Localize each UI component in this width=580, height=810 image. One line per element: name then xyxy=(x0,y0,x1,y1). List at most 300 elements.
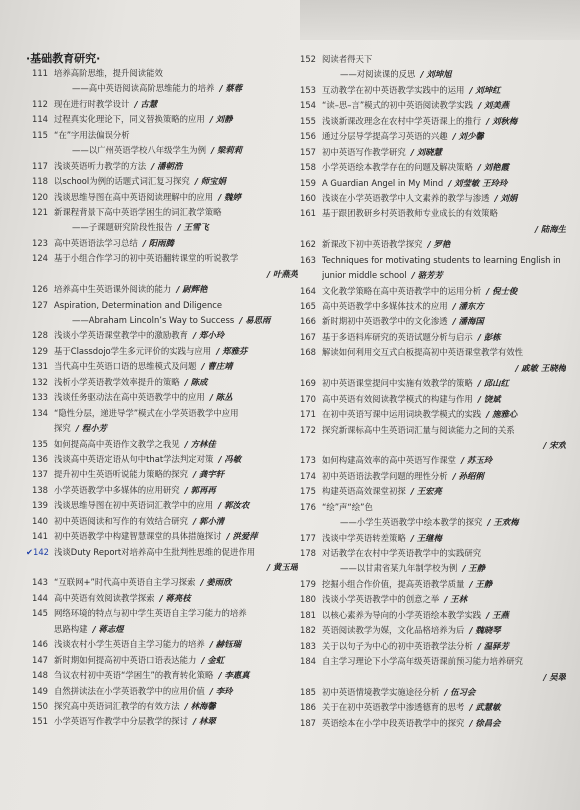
toc-entry xyxy=(26,421,298,436)
page-number: 174 xyxy=(300,470,316,481)
toc-entry xyxy=(294,577,566,592)
entry-title: 初中英语课堂提问中实施有效教学的策略 / 邱山红 xyxy=(322,378,509,389)
entry-title: 新时期初中英语教学中的文化渗透 / 潘海国 xyxy=(322,316,484,327)
entry-title: 思路构建 / 蒋志煜 xyxy=(54,623,124,634)
entry-title: 基于Classdojo学生多元评价的实践与应用 / 郑雅芬 xyxy=(54,345,248,356)
entry-author: / 邱山红 xyxy=(477,378,509,389)
entry-title: ——小学生英语教学中绘本教学的探究 / 王欢梅 xyxy=(340,517,519,528)
scan-shadow xyxy=(300,0,580,40)
page-number: 155 xyxy=(300,115,316,126)
page-number: 185 xyxy=(300,686,316,697)
entry-title: A Guardian Angel in My Mind / 刘莹敏 王玲玲 xyxy=(322,177,508,188)
toc-entry xyxy=(294,361,566,376)
page-number: 141 xyxy=(32,531,48,542)
entry-title: Aspiration, Determination and Diligence xyxy=(54,299,223,310)
toc-entry xyxy=(294,654,566,669)
entry-author: / 潘东方 xyxy=(452,301,484,311)
entry-title: 关于以句子为中心的初中英语教学法分析 / 温驿芳 xyxy=(322,640,509,651)
entry-author: / 陈成 xyxy=(184,376,208,387)
toc-entry xyxy=(294,531,566,546)
page-number: 186 xyxy=(300,702,316,713)
page-number: 177 xyxy=(300,532,316,543)
entry-author: / 曹庄靖 xyxy=(201,361,233,372)
toc-entry xyxy=(294,191,566,206)
page-number: 152 xyxy=(300,54,316,64)
toc-entry xyxy=(294,206,566,221)
entry-author: / 金虹 xyxy=(201,654,225,665)
toc-entry xyxy=(294,469,566,484)
entry-title: junior middle school / 骆芳芳 xyxy=(322,270,443,281)
toc-entry xyxy=(26,668,298,683)
page-number: 165 xyxy=(300,301,316,311)
entry-title: 互动教学在初中英语教学实践中的运用 / 刘坤红 xyxy=(322,84,501,95)
entry-title xyxy=(322,361,566,376)
page-number: 164 xyxy=(300,285,316,296)
entry-author: / 吴翠 xyxy=(543,671,566,682)
page-number: 112 xyxy=(32,98,48,109)
page-number: 184 xyxy=(300,656,316,667)
toc-entry xyxy=(26,606,298,621)
entry-title: 探究高中英语词汇教学的有效方法 / 林海馨 xyxy=(54,700,216,711)
toc-entry xyxy=(26,637,298,652)
entry-author: / 陆海生 xyxy=(534,223,566,234)
entry-author: / 武慧敏 xyxy=(469,702,501,713)
toc-entry xyxy=(26,653,298,668)
entry-title: ——高中英语阅读高阶思维能力的培养 / 蔡蓉 xyxy=(72,83,243,94)
entry-title: 小学英语绘本教学存在的问题及解决策略 / 刘艳霞 xyxy=(322,162,509,173)
entry-author: / 伍习会 xyxy=(444,686,476,697)
entry-title xyxy=(322,670,566,685)
entry-author: / 郭小清 xyxy=(193,515,225,526)
toc-entry xyxy=(294,160,566,175)
entry-title: 提升初中生英语听说能力策略的探究 / 龚宇轩 xyxy=(54,469,225,480)
toc-entry xyxy=(26,143,298,158)
page-number: 171 xyxy=(300,409,316,420)
entry-title xyxy=(54,560,298,575)
entry-title: 高中英语教学中多媒体技术的应用 / 潘东方 xyxy=(322,301,484,311)
toc-entry xyxy=(26,159,298,174)
entry-author: / 刘莹敏 王玲玲 xyxy=(448,177,508,188)
entry-author: / 郭再再 xyxy=(184,484,216,495)
toc-entry xyxy=(26,282,298,297)
toc-entry xyxy=(294,700,566,715)
entry-author: / 程小芳 xyxy=(75,423,107,434)
toc-entry xyxy=(294,83,566,98)
page-number: 178 xyxy=(300,548,316,558)
entry-title: ——对阅读课的反思 / 刘坤旭 xyxy=(340,69,452,80)
entry-title: 现在进行时教学设计 / 古慧 xyxy=(54,98,158,109)
page-number: 179 xyxy=(300,578,316,589)
toc-entry xyxy=(26,174,298,189)
toc-entry xyxy=(294,608,566,623)
page-number: 181 xyxy=(300,609,316,620)
entry-author: / 王继梅 xyxy=(410,532,442,543)
entry-author: / 蔡蓉 xyxy=(219,83,243,94)
page-number: 172 xyxy=(300,424,316,435)
entry-author: / 潘海国 xyxy=(452,316,484,327)
page-number: 157 xyxy=(300,146,316,157)
entry-author: / 彭栋 xyxy=(477,331,501,342)
entry-title: ——以广州英语学校八年级学生为例 / 梁莉莉 xyxy=(72,145,243,156)
entry-author: / 苏玉玲 xyxy=(461,455,493,466)
toc-entry xyxy=(294,500,566,515)
entry-author: / 刘少馨 xyxy=(452,131,484,142)
page-number: 146 xyxy=(32,639,48,650)
entry-author: / 孙绍俐 xyxy=(452,470,484,481)
toc-entry xyxy=(26,452,298,467)
toc-entry xyxy=(26,236,298,251)
toc-entry xyxy=(26,375,298,390)
toc-entry xyxy=(26,591,298,606)
entry-author: / 王宏亮 xyxy=(410,486,442,497)
toc-entry xyxy=(26,406,298,421)
entry-title xyxy=(322,222,566,237)
entry-title: 浅谈新课改理念在农村中学英语课上的推行 / 刘秋梅 xyxy=(322,115,518,126)
entry-title: “读–思–言”模式的初中英语阅读教学实践 / 刘美燕 xyxy=(322,100,510,111)
page-number: 160 xyxy=(300,192,316,203)
entry-title: 阅读者得天下 xyxy=(322,54,373,64)
toc-entry xyxy=(26,344,298,359)
entry-title: 在初中英语写课中运用词块教学模式的实践 / 施雅心 xyxy=(322,409,518,420)
toc-entry xyxy=(294,561,566,576)
page-number: 133 xyxy=(32,392,48,403)
page-number: 137 xyxy=(32,469,48,480)
page-number: 140 xyxy=(32,515,48,526)
toc-entry xyxy=(294,453,566,468)
entry-title: 培养高阶思维，提升阅读能效 xyxy=(54,68,163,78)
page-number: 161 xyxy=(300,208,316,219)
entry-title: 通过分层导学提高学习英语的兴趣 / 刘少馨 xyxy=(322,131,484,142)
page-number: 144 xyxy=(32,592,48,603)
toc-entry xyxy=(294,376,566,391)
toc-entry xyxy=(294,114,566,129)
entry-author: / 阳雨腾 xyxy=(142,237,174,248)
page-number: 114 xyxy=(32,114,48,125)
entry-title: 对话教学在农村中学英语教学中的实践研究 xyxy=(322,548,482,558)
entry-title: 关于在初中英语教学中渗透德育的思考 / 武慧敏 xyxy=(322,702,501,713)
entry-title: 基于小组合作学习的初中英语翻转课堂的听说教学 xyxy=(54,253,239,264)
page-number: 182 xyxy=(300,625,316,636)
toc-entry xyxy=(26,622,298,637)
entry-author: / 温驿芳 xyxy=(477,640,509,651)
page-number: 143 xyxy=(32,577,48,588)
toc-entry xyxy=(294,284,566,299)
entry-author: / 蒋志煜 xyxy=(92,623,124,634)
entry-title: “在”字用法偏误分析 xyxy=(54,129,130,140)
toc-entry xyxy=(26,545,298,560)
entry-title: 解读如何利用交互式白板提高初中英语课堂教学有效性 xyxy=(322,347,523,358)
page-number: 131 xyxy=(32,361,48,372)
entry-title: 当代高中生英语口语的思维模式及问题 / 曹庄靖 xyxy=(54,361,233,372)
toc-entry xyxy=(26,298,298,313)
toc-entry xyxy=(294,592,566,607)
toc-entry xyxy=(26,190,298,205)
entry-title: 如何提高高中英语作文教学之我见 / 方林佳 xyxy=(54,438,216,449)
entry-author: / 倪士俊 xyxy=(486,285,518,296)
entry-title xyxy=(322,438,566,453)
page-number: 173 xyxy=(300,455,316,466)
toc-entry xyxy=(294,515,566,530)
entry-author: / 方林佳 xyxy=(184,438,216,449)
page-number: 148 xyxy=(32,670,48,681)
entry-title: 高中英语有效阅读教学模式的构建与作用 / 饶斌 xyxy=(322,393,501,404)
toc-entry xyxy=(26,112,298,127)
section-title: ·基础教育研究· xyxy=(26,52,101,65)
entry-author: / 梁莉莉 xyxy=(211,145,243,156)
page-number: 163 xyxy=(300,254,316,265)
toc-entry xyxy=(294,330,566,345)
entry-title: 高中英语有效阅读教学探索 / 蒋亮枝 xyxy=(54,592,191,603)
entry-title: 浅谈小学英语课堂教学中的激励教育 / 郑小玲 xyxy=(54,330,225,341)
entry-author: / 王林 xyxy=(444,594,467,605)
page-number: 149 xyxy=(32,685,48,696)
entry-author: / 叶燕英 xyxy=(266,268,298,279)
entry-title xyxy=(54,267,298,282)
entry-author: / 魏婷 xyxy=(218,191,241,202)
entry-author: / 姜雨欣 xyxy=(200,577,232,588)
page-number: 183 xyxy=(300,640,316,651)
page-number: 136 xyxy=(32,453,48,464)
toc-right-list xyxy=(294,52,566,731)
entry-author: / 古慧 xyxy=(134,98,158,109)
toc-entry xyxy=(294,314,566,329)
toc-entry xyxy=(294,670,566,685)
toc-entry xyxy=(294,639,566,654)
entry-author: / 王静 xyxy=(469,578,493,589)
toc-entry xyxy=(26,575,298,590)
toc-entry xyxy=(26,699,298,714)
entry-title: 自主学习理论下小学高年级英语课前预习能力培养研究 xyxy=(322,656,523,667)
toc-entry xyxy=(294,623,566,638)
entry-author: / 刘美燕 xyxy=(478,100,510,111)
toc-entry xyxy=(294,484,566,499)
toc-entry xyxy=(26,267,298,282)
page-number: 124 xyxy=(32,253,48,264)
entry-author: / 易思雨 xyxy=(239,315,271,325)
entry-title: “隐性分层，递进导学”模式在小学英语教学中应用 xyxy=(54,407,239,418)
toc-entry xyxy=(26,251,298,266)
entry-author: / 林海馨 xyxy=(184,700,216,711)
page-number: 166 xyxy=(300,316,316,327)
toc-entry xyxy=(294,546,566,561)
toc-entry xyxy=(26,467,298,482)
entry-title: ——Abraham Lincoln’s Way to Success / 易思雨 xyxy=(72,315,271,325)
entry-author: / 林翠 xyxy=(193,716,216,727)
entry-title: 培养高中生英语课外阅读的能力 / 尉辉艳 xyxy=(54,284,208,295)
entry-author: / 师宝娟 xyxy=(194,176,226,187)
entry-title: 浅析小学英语教学效率提升的策略 / 陈成 xyxy=(54,376,208,387)
entry-author: / 黄玉瑶 xyxy=(266,562,298,572)
toc-entry xyxy=(26,390,298,405)
page-number: 121 xyxy=(32,206,48,217)
toc-entry xyxy=(294,129,566,144)
toc-entry xyxy=(294,145,566,160)
page-number: 168 xyxy=(300,347,316,358)
entry-author: / 戚敏 王晓梅 xyxy=(515,362,566,373)
page-number: 123 xyxy=(32,237,48,248)
toc-entry xyxy=(26,714,298,729)
entry-title: 浅谈小学英语教学中的创意之举 / 王林 xyxy=(322,594,467,605)
toc-entry xyxy=(294,176,566,191)
toc-entry xyxy=(26,483,298,498)
toc-entry xyxy=(294,237,566,252)
toc-entry xyxy=(294,98,566,113)
entry-title: “绘”声“绘”色 xyxy=(322,501,373,512)
entry-author: / 赫钰瑞 xyxy=(209,639,241,650)
toc-entry xyxy=(294,299,566,314)
entry-author: / 徐昌会 xyxy=(469,717,501,728)
entry-author: / 郭汝农 xyxy=(218,500,250,511)
page-number: 132 xyxy=(32,376,48,387)
entry-title: 浅谈思维导图在高中英语阅读理解中的应用 / 魏婷 xyxy=(54,191,241,202)
entry-title: 浅谈Duty Report对培养高中生批判性思维的促进作用 xyxy=(54,546,256,557)
entry-author: / 刘秋梅 xyxy=(486,115,518,126)
entry-title: 小学英语写作教学中分层教学的探讨 / 林翠 xyxy=(54,716,216,727)
entry-author: / 郑小玲 xyxy=(193,330,225,341)
toc-entry xyxy=(26,437,298,452)
entry-title: 浅谈思维导图在初中英语词汇教学中的应用 / 郭汝农 xyxy=(54,500,250,511)
page-number: 153 xyxy=(300,84,316,95)
page-number: 126 xyxy=(32,284,48,295)
entry-title: 探究新课标高中生英语词汇量与阅读能力之间的关系 xyxy=(322,424,515,435)
toc-entry xyxy=(26,359,298,374)
toc-entry xyxy=(294,222,566,237)
page-number: 150 xyxy=(32,700,48,711)
page-number: 156 xyxy=(300,131,316,142)
page-number: 151 xyxy=(32,716,48,727)
entry-author: / 刘坤红 xyxy=(469,84,501,95)
toc-entry xyxy=(26,205,298,220)
entry-title: 初中英语语法教学问题的理性分析 / 孙绍俐 xyxy=(322,470,484,481)
entry-author: / 郑雅芬 xyxy=(216,345,248,356)
toc-entry xyxy=(26,328,298,343)
entry-author: / 刘娟 xyxy=(494,192,518,203)
page-number: 139 xyxy=(32,500,48,511)
page-number: 127 xyxy=(32,299,48,310)
entry-author: / 尉辉艳 xyxy=(176,284,208,295)
entry-title: 以school为例的话题式词汇复习探究 / 师宝娟 xyxy=(54,176,226,187)
entry-author: / 潘朝浩 xyxy=(151,160,183,171)
page-number: 147 xyxy=(32,654,48,665)
entry-author: / 魏晓琴 xyxy=(469,625,501,636)
entry-author: / 龚宇轩 xyxy=(193,469,225,480)
entry-title: 基于多语料库研究的英语试题分析与启示 / 彭栋 xyxy=(322,331,501,342)
toc-entry xyxy=(26,529,298,544)
entry-title: 浅谈中学英语转差策略 / 王继梅 xyxy=(322,532,442,543)
toc-entry xyxy=(294,438,566,453)
page-number: 175 xyxy=(300,486,316,497)
page-number: ✔142 xyxy=(26,546,50,557)
toc-entry xyxy=(26,220,298,235)
entry-author: / 施雅心 xyxy=(486,409,518,420)
entry-author: / 刘静 xyxy=(209,114,233,125)
entry-author: / 王燕 xyxy=(486,609,509,620)
entry-title: 浅谈农村小学生英语自主学习能力的培养 / 赫钰瑞 xyxy=(54,639,241,650)
entry-title: 探究 / 程小芳 xyxy=(54,423,107,434)
entry-author: / 饶斌 xyxy=(477,393,501,404)
entry-title: 网络环境的特点与初中学生英语自主学习能力的培养 xyxy=(54,608,247,619)
toc-entry xyxy=(294,345,566,360)
entry-title: 新课程背景下高中英语学困生的词汇教学策略 xyxy=(54,206,222,217)
entry-title: 初中英语教学中构建智慧课堂的具体措施探讨 / 洪爱萍 xyxy=(54,531,258,542)
toc-right-column xyxy=(294,52,566,731)
page-number: 170 xyxy=(300,393,316,404)
page-number: 145 xyxy=(32,608,48,619)
page-number: 169 xyxy=(300,378,316,389)
toc-entry xyxy=(294,392,566,407)
page-number: 154 xyxy=(300,100,316,111)
entry-author: / 骆芳芳 xyxy=(411,270,443,281)
page-number: 187 xyxy=(300,717,316,728)
page-number: 120 xyxy=(32,191,48,202)
toc-entry xyxy=(294,67,566,82)
toc-entry xyxy=(26,66,298,81)
page-number: 180 xyxy=(300,594,316,605)
entry-title: 小学英语教学中多媒体的应用研究 / 郭再再 xyxy=(54,484,216,495)
entry-author: / 蒋亮枝 xyxy=(159,592,191,603)
entry-title: 新时期如何提高初中英语口语表达能力 / 金虹 xyxy=(54,654,225,665)
entry-title: 新课改下初中英语教学探究 / 罗艳 xyxy=(322,239,451,250)
entry-author: / 李玲 xyxy=(209,685,233,696)
entry-title: 如何构建高效率的高中英语写作课堂 / 苏玉玲 xyxy=(322,455,493,466)
entry-author: / 陈丛 xyxy=(209,392,233,403)
page-number: 159 xyxy=(300,177,316,188)
entry-author: / 宋欢 xyxy=(543,439,566,450)
entry-title: 英语阅读教学为媒，文化品格培养为后 / 魏晓琴 xyxy=(322,625,501,636)
page-number: 111 xyxy=(32,68,48,78)
toc-entry xyxy=(26,81,298,96)
entry-author: / 王欢梅 xyxy=(487,517,519,528)
entry-title: Techniques for motivating students to learning English in xyxy=(322,254,561,265)
entry-title: 高中英语语法学习总结 / 阳雨腾 xyxy=(54,237,174,248)
entry-author: / 王静 xyxy=(462,563,485,574)
toc-entry xyxy=(26,684,298,699)
entry-author: / 刘坤旭 xyxy=(420,69,452,80)
toc-entry xyxy=(294,423,566,438)
page-number: 176 xyxy=(300,501,316,512)
toc-entry xyxy=(294,268,566,283)
toc-entry xyxy=(26,97,298,112)
entry-title: 自然拼读法在小学英语教学中的应用价值 / 李玲 xyxy=(54,685,233,696)
entry-title: 初中英语情境教学实施途径分析 / 伍习会 xyxy=(322,686,476,697)
page-number: 115 xyxy=(32,129,48,140)
toc-entry xyxy=(294,716,566,731)
entry-title: 过程真实化理论下，同义替换策略的应用 / 刘静 xyxy=(54,114,233,125)
entry-title: 构建英语高效课堂初探 / 王宏亮 xyxy=(322,486,442,497)
entry-title: 浅谈任务驱动法在高中英语教学中的应用 / 陈丛 xyxy=(54,392,233,403)
entry-title: ——子课题研究阶段性报告 / 王雪飞 xyxy=(72,222,209,233)
toc-left-list xyxy=(26,66,298,730)
page-number: 129 xyxy=(32,345,48,356)
entry-title: “互联网+”时代高中英语自主学习探索 / 姜雨欣 xyxy=(54,577,232,588)
page-number: 162 xyxy=(300,239,316,250)
toc-entry xyxy=(294,253,566,268)
entry-title: 浅谈英语听力教学的方法 / 潘朝浩 xyxy=(54,160,183,171)
entry-title: 初中英语写作教学研究 / 刘晓慧 xyxy=(322,146,442,157)
entry-author: / 冯敏 xyxy=(218,453,242,464)
toc-entry xyxy=(26,514,298,529)
page-number: 118 xyxy=(32,176,48,187)
page-number: 117 xyxy=(32,160,48,171)
toc-entry xyxy=(26,313,298,328)
entry-title: 英语绘本在小学中段英语教学中的探究 / 徐昌会 xyxy=(322,717,501,728)
toc-left-column xyxy=(26,52,298,730)
page-number: 128 xyxy=(32,330,48,341)
entry-author: / 洪爱萍 xyxy=(226,531,258,542)
page-number: 167 xyxy=(300,331,316,342)
toc-entry xyxy=(294,407,566,422)
entry-title: 刍议农村初中英语“学困生”的教育转化策略 / 李惠真 xyxy=(54,670,250,681)
